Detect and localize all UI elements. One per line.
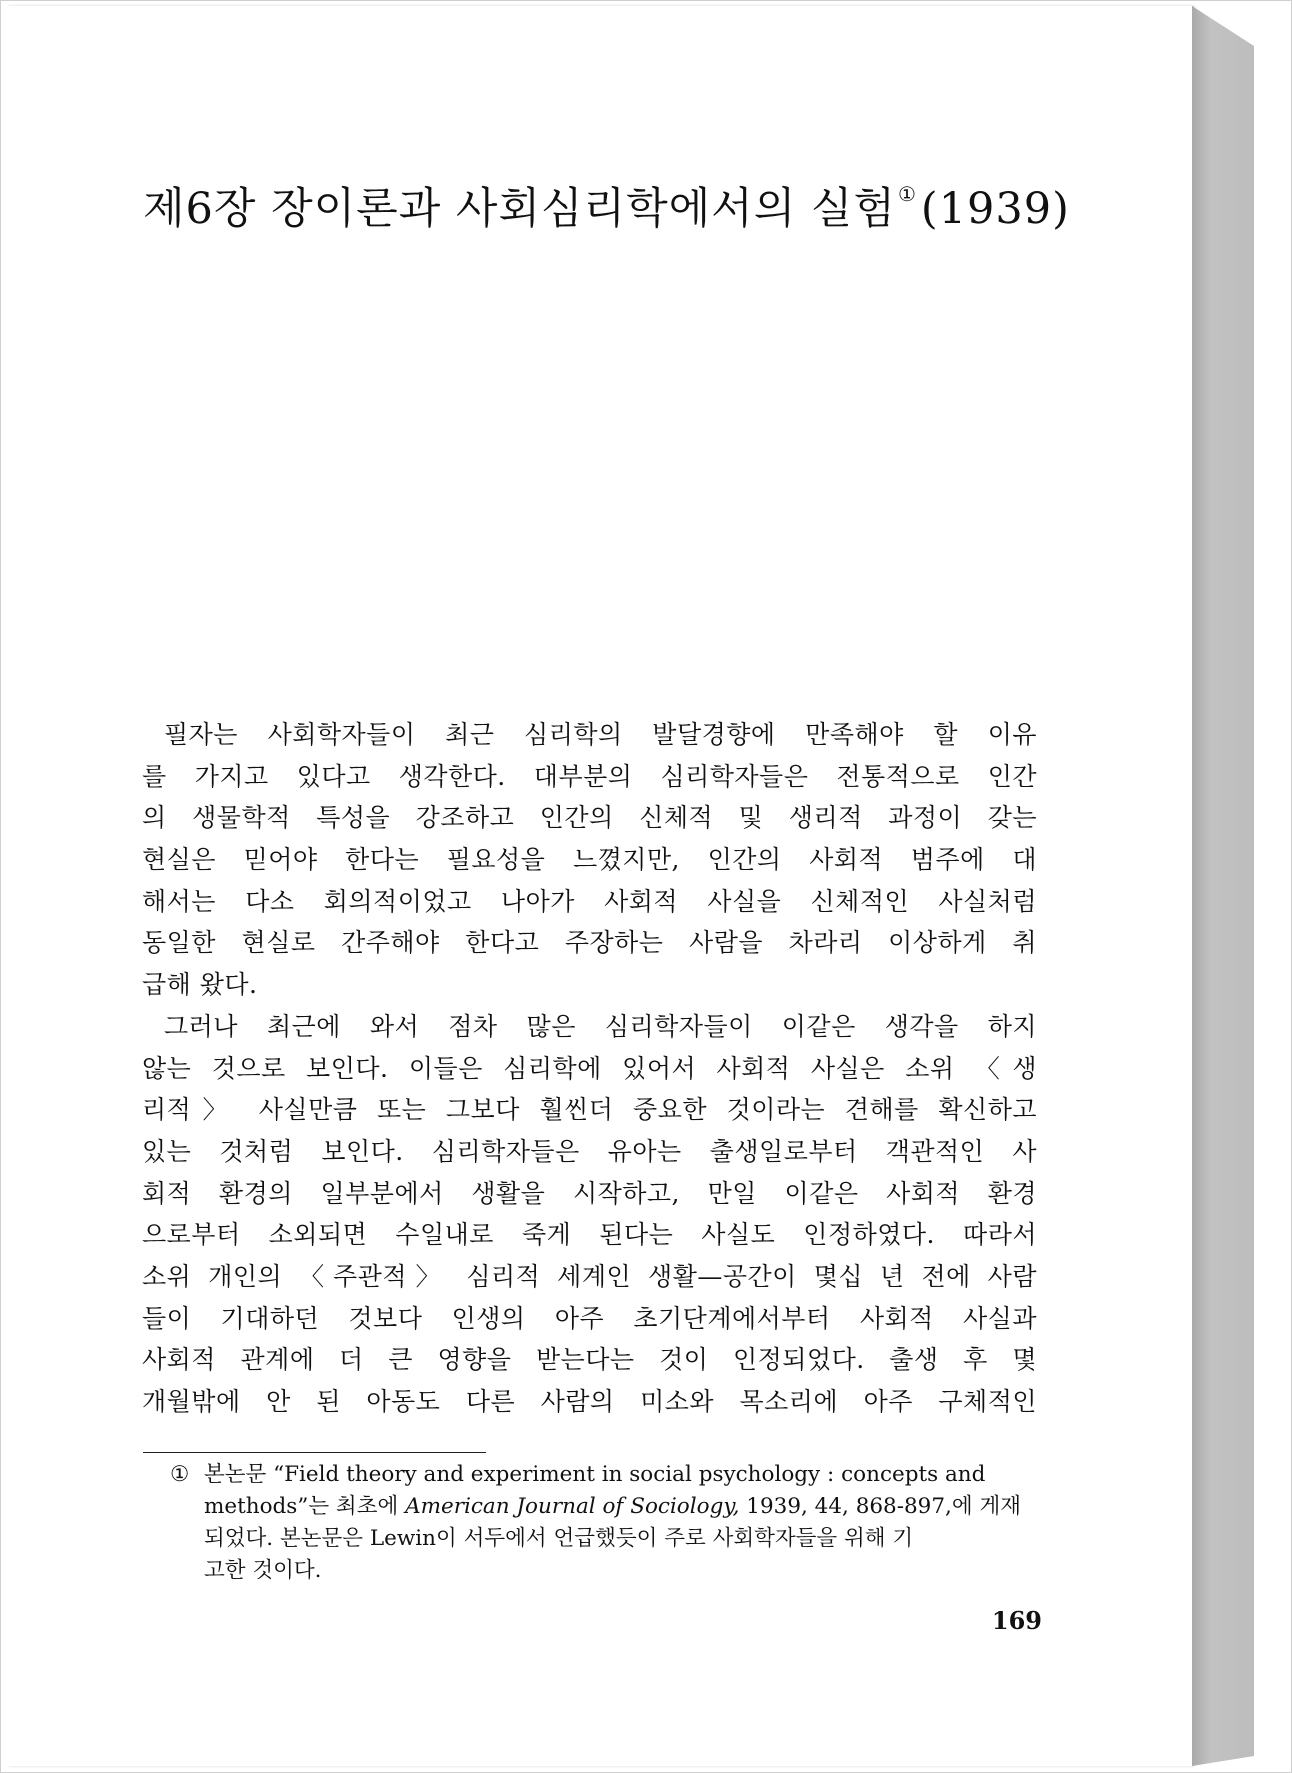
footnote-line-2 bbox=[170, 1491, 1042, 1523]
footnote-journal-name: American Journal of Sociology, bbox=[405, 1494, 740, 1519]
footnote-line-1-text: 본논문 “Field theory and experiment in social psychology : concepts and bbox=[204, 1462, 986, 1487]
paragraph-1-line-5: 해서는 다소 회의적이었고 나아가 사회적 사실을 신체적인 사실처럼 bbox=[142, 886, 1037, 916]
footnote-line-3: 되었다. 본논문은 Lewin이 서두에서 언급했듯이 주로 사회학자들을 위해 기 bbox=[204, 1526, 914, 1551]
paragraph-2-line-3: 리적〉 사실만큼 또는 그보다 훨씬더 중요한 것이라는 견해를 확신하고 bbox=[142, 1095, 1037, 1125]
paragraph-2-line-10: 개월밖에 안 된 아동도 다른 사람의 미소와 목소리에 아주 구체적인 bbox=[142, 1387, 1037, 1416]
footnote-line-2-post: 1939, 44, 868-897,에 게재 bbox=[739, 1494, 1022, 1519]
book-spine-edge bbox=[1192, 6, 1254, 1766]
paragraph-1-line-6: 동일한 현실로 간주해야 한다고 주장하는 사람을 차라리 이상하게 취 bbox=[142, 928, 1037, 958]
paragraph-2-line-2: 않는 것으로 보인다. 이들은 심리학에 있어서 사회적 사실은 소위 〈생 bbox=[142, 1053, 1037, 1083]
paragraph-2-line-9: 사회적 관계에 더 큰 영향을 받는다는 것이 인정되었다. 출생 후 몇 bbox=[142, 1345, 1037, 1375]
paragraph-2-line-4: 있는 것처럼 보인다. 심리학자들은 유아는 출생일로부터 객관적인 사 bbox=[142, 1136, 1037, 1166]
chapter-title bbox=[143, 166, 1070, 237]
footnote-line-1 bbox=[170, 1459, 1042, 1491]
footnote-divider bbox=[143, 1452, 486, 1453]
footnote-reference[interactable]: ① bbox=[897, 182, 917, 206]
chapter-year: (1939) bbox=[920, 184, 1070, 234]
paragraph-1-line-1: 필자는 사회학자들이 최근 심리학의 발달경향에 만족해야 할 이유 bbox=[164, 720, 1037, 749]
paragraph-1-line-2: 를 가지고 있다고 생각한다. 대부분의 심리학자들은 전통적으로 인간 bbox=[142, 761, 1037, 791]
paragraph-1-line-7: 급해 왔다. bbox=[142, 970, 258, 1000]
paragraph-2-line-7: 소위 개인의 〈주관적〉 심리적 세계인 생활—공간이 몇십 년 전에 사람 bbox=[142, 1261, 1037, 1291]
paragraph-1-line-4: 현실은 믿어야 한다는 필요성을 느꼈지만, 인간의 사회적 범주에 대 bbox=[142, 845, 1037, 875]
book-page bbox=[6, 6, 1193, 1766]
page-number: 169 bbox=[991, 1606, 1042, 1635]
paragraph-2-line-1: 그러나 최근에 와서 점차 많은 심리학자들이 이같은 생각을 하지 bbox=[164, 1011, 1037, 1041]
body-text bbox=[142, 714, 1037, 1423]
footnote-marker: ① bbox=[170, 1462, 190, 1487]
footnote bbox=[170, 1459, 1042, 1587]
footnote-line-4: 고한 것이다. bbox=[204, 1558, 322, 1583]
footnote-line-2-pre: methods”는 최초에 bbox=[204, 1494, 406, 1519]
chapter-title-text: 제6장 장이론과 사회심리학에서의 실험 bbox=[143, 184, 896, 234]
paragraph-1-line-3: 의 생물학적 특성을 강조하고 인간의 신체적 및 생리적 과정이 갖는 bbox=[142, 803, 1037, 833]
paragraph-2-line-6: 으로부터 소외되면 수일내로 죽게 된다는 사실도 인정하였다. 따라서 bbox=[142, 1220, 1037, 1250]
paragraph-2-line-8: 들이 기대하던 것보다 인생의 아주 초기단계에서부터 사회적 사실과 bbox=[142, 1303, 1037, 1333]
paragraph-2-line-5: 회적 환경의 일부분에서 생활을 시작하고, 만일 이같은 사회적 환경 bbox=[142, 1178, 1037, 1208]
